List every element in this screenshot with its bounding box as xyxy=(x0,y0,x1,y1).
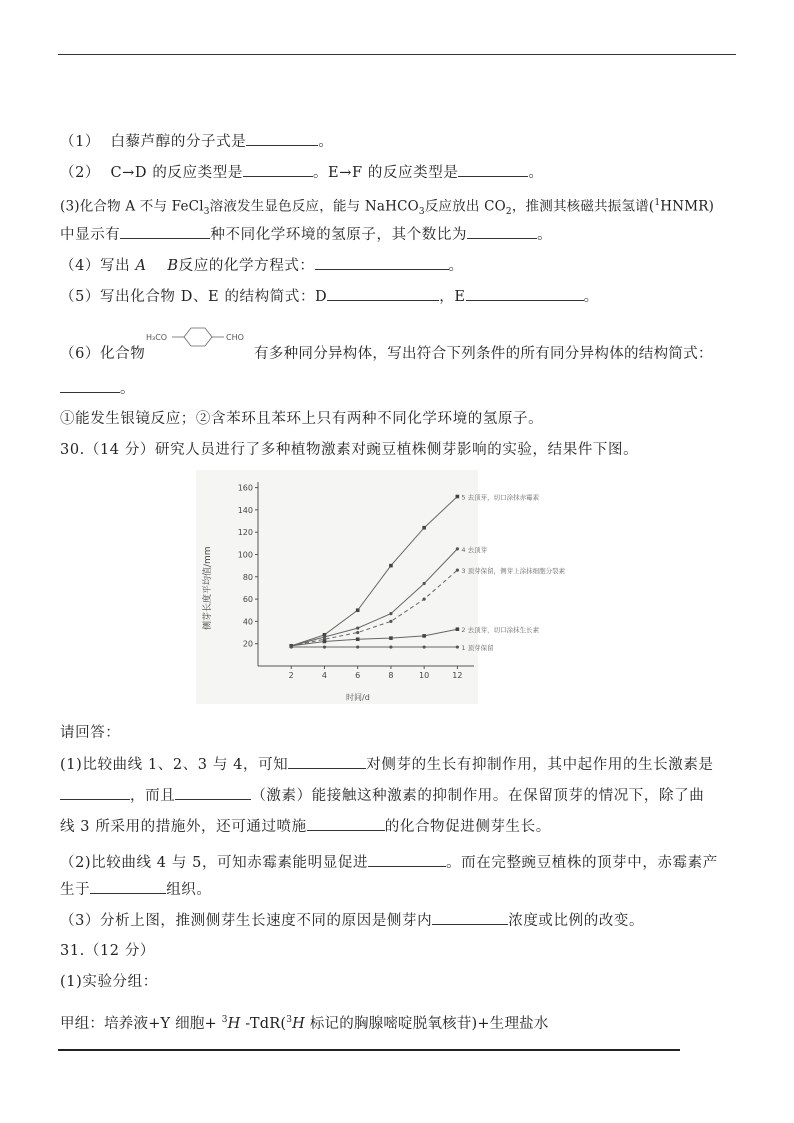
answer-blank[interactable] xyxy=(432,910,508,925)
data-point xyxy=(356,631,359,634)
answer-1-line2: ，而且 （激素）能接触这种激素的抑制作用。在保留顶芽的情况下，除了曲 xyxy=(60,785,704,806)
data-point xyxy=(423,582,426,585)
answer-blank[interactable] xyxy=(368,852,446,867)
side-bud-growth-chart xyxy=(196,470,566,704)
question-6-line1b: 有多种同分异构体，写出符合下列条件的所有同分异构体的结构简式： xyxy=(254,346,713,362)
data-point xyxy=(389,636,393,640)
data-point xyxy=(356,637,360,641)
series-label: 2 去顶芽，切口涂抹生长素 xyxy=(461,626,540,635)
question-2: （2） C→D 的反应类型是 。E→F 的反应类型是 。 xyxy=(60,162,544,183)
data-point xyxy=(389,620,392,623)
series-label: 5 去顶芽，切口涂抹赤霉素 xyxy=(461,493,540,502)
answer-blank[interactable] xyxy=(60,378,120,393)
data-point xyxy=(389,612,392,615)
data-point xyxy=(356,608,360,612)
question-6-line1: （6）化合物 xyxy=(60,346,146,362)
header-rule xyxy=(58,54,736,55)
question-30-title: 30.（14 分）研究人员进行了多种植物激素对豌豆植株侧芽影响的实验，结果件下图。 xyxy=(60,442,639,458)
question-3-line1: (3)化合物 A 不与 FeCl$_3$溶液发生显色反应，能与 NaHCO$_3$反应放出 $CO_2$，推测其核磁共振氢谱($^1$HNMR) xyxy=(60,198,715,218)
x-tick-label: 10 xyxy=(419,671,430,680)
y-tick-label: 140 xyxy=(237,505,253,515)
data-point xyxy=(422,634,426,638)
series-label: 4 去顶芽 xyxy=(461,545,488,554)
answer-blank[interactable] xyxy=(90,879,166,894)
x-tick-label: 8 xyxy=(388,671,394,680)
answer-blank[interactable] xyxy=(60,785,130,800)
y-tick-label: 160 xyxy=(237,483,253,493)
y-tick-label: 40 xyxy=(242,617,253,627)
svg-text:CHO: CHO xyxy=(226,333,244,342)
data-point xyxy=(290,645,293,648)
y-tick-label: 20 xyxy=(242,639,253,649)
data-point xyxy=(389,564,393,568)
answer-blank[interactable] xyxy=(246,131,318,146)
answer-blank[interactable] xyxy=(458,162,528,177)
data-point xyxy=(423,597,426,600)
data-point xyxy=(356,626,359,629)
y-tick-label: 100 xyxy=(237,550,253,560)
answer-prompt: 请回答： xyxy=(60,725,121,741)
answer-1-line1: (1)比较曲线 1、2、3 与 4，可知 对侧芽的生长有抑制作用，其中起作用的生长激素是 xyxy=(60,754,714,775)
answer-blank[interactable] xyxy=(466,286,584,301)
question-1: （1） 白藜芦醇的分子式是 。 xyxy=(60,131,333,152)
data-point xyxy=(456,645,459,648)
data-point xyxy=(456,495,460,499)
data-point xyxy=(456,547,459,550)
svg-text:H₃CO: H₃CO xyxy=(146,333,168,342)
data-point xyxy=(456,568,459,571)
footer-rule xyxy=(58,1049,680,1051)
answer-blank[interactable] xyxy=(243,162,313,177)
conditions: ①能发生银镜反应；②含苯环且苯环上只有两种不同化学环境的氢原子。 xyxy=(60,411,544,427)
question-3-line2: 中显示有 种不同化学环境的氢原子，其个数比为 。 xyxy=(60,224,552,245)
data-point xyxy=(389,645,392,648)
question-31-group-a: 甲组：培养液+Y 细胞+ $^3$H -TdR($^3$H 标记的胸腺嘧啶脱氧核苷)+生理盐水 xyxy=(60,1015,549,1032)
x-tick-label: 6 xyxy=(355,671,361,680)
data-point xyxy=(423,645,426,648)
answer-blank[interactable] xyxy=(307,816,385,831)
x-axis-label: 时间/d xyxy=(346,693,370,702)
data-point xyxy=(323,640,327,644)
y-tick-label: 80 xyxy=(242,572,253,582)
data-point xyxy=(456,627,460,631)
answer-2-line1: （2)比较曲线 4 与 5，可知赤霉素能明显促进 。而在完整豌豆植株的顶芽中，赤霉素产 xyxy=(60,852,718,873)
y-tick-label: 60 xyxy=(242,595,253,605)
question-5: （5）写出化合物 D、E 的结构简式：D ，E 。 xyxy=(60,286,599,307)
data-point xyxy=(323,645,326,648)
question-31-sub: (1)实验分组： xyxy=(60,974,158,990)
question-4: （4）写出 A B反应的化学方程式： 。 xyxy=(60,255,464,276)
x-tick-label: 4 xyxy=(321,671,328,680)
series-label: 1 顶芽保留 xyxy=(461,644,494,653)
x-tick-label: 2 xyxy=(288,671,294,680)
question-31-title: 31.（12 分） xyxy=(60,943,156,959)
answer-blank[interactable] xyxy=(315,255,449,270)
answer-blank[interactable] xyxy=(327,286,439,301)
data-point xyxy=(422,526,426,530)
question-6-line2: 。 xyxy=(60,378,135,399)
x-tick-label: 12 xyxy=(452,671,463,680)
answer-blank[interactable] xyxy=(175,785,251,800)
answer-blank[interactable] xyxy=(288,754,366,769)
y-tick-label: 120 xyxy=(237,528,253,538)
y-axis-label: 侧芽长度平均值/mm xyxy=(203,546,213,630)
answer-2-line2: 生于 组织。 xyxy=(60,879,212,900)
answer-3: （3）分析上图，推测侧芽生长速度不同的原因是侧芽内 浓度或比例的改变。 xyxy=(60,910,644,931)
benzene-structure-diagram xyxy=(146,326,252,366)
answer-blank[interactable] xyxy=(467,224,537,239)
data-point xyxy=(356,645,359,648)
series-label: 3 顶芽保留，侧芽上涂抹细胞分裂素 xyxy=(461,567,566,576)
answer-blank[interactable] xyxy=(120,224,210,239)
answer-1-line3: 线 3 所采用的措施外，还可通过喷施 的化合物促进侧芽生长。 xyxy=(60,816,551,837)
